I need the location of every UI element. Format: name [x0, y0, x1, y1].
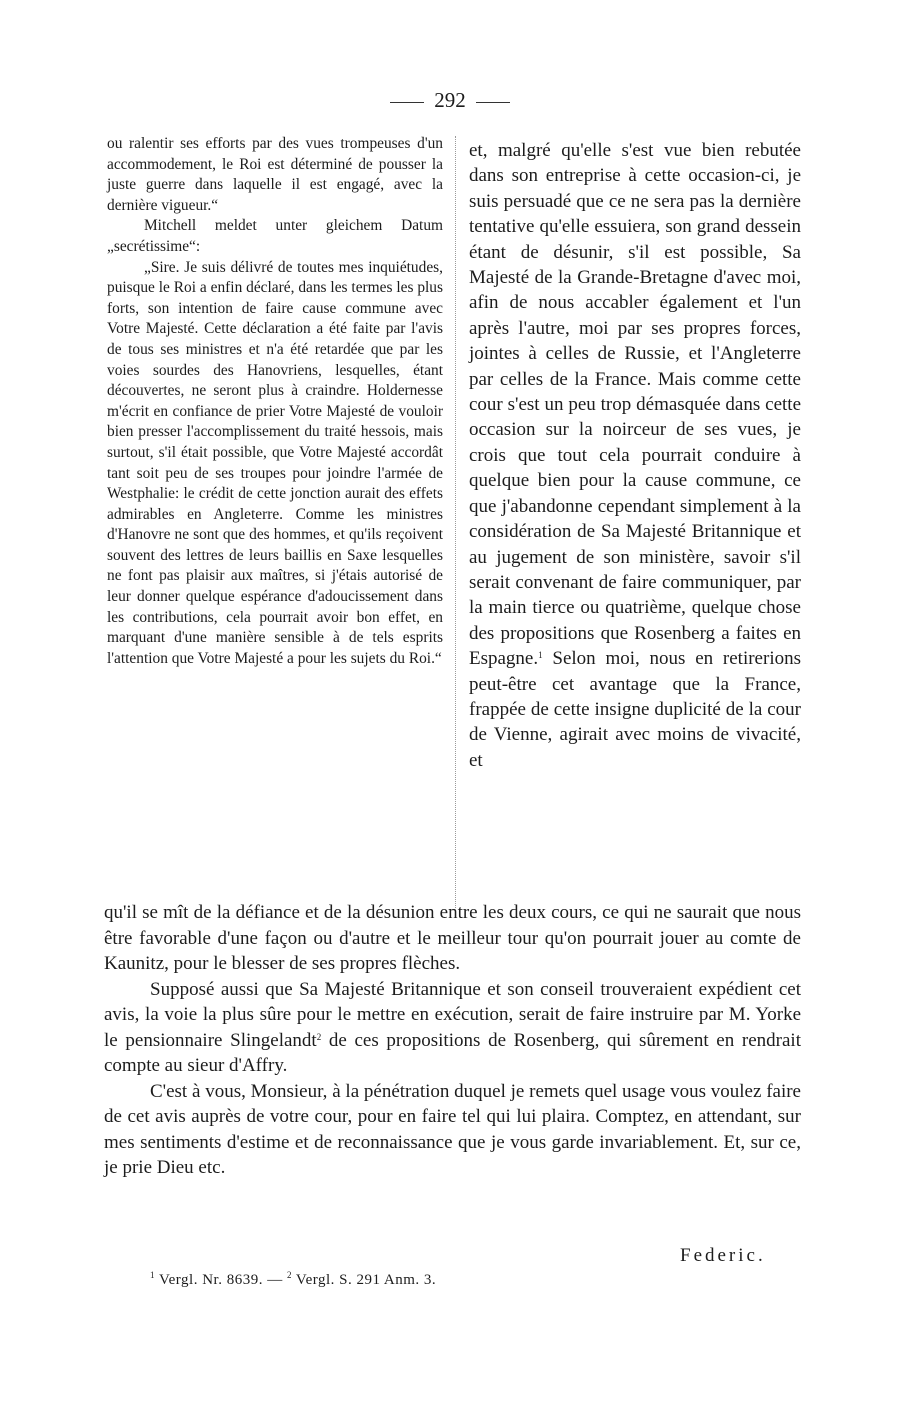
page-header [0, 88, 900, 113]
left-column [107, 134, 443, 669]
footnote-1-text: Vergl. Nr. 8639. — [155, 1272, 287, 1288]
left-paragraph-1: ou ralentir ses efforts par des vues trompeuses d'un accommodement, le Roi est déterminé de pousser la juste guerre dans laquelle il est engagé, avec la dernière vigueur.“ [107, 135, 443, 214]
header-dash-right [476, 102, 510, 103]
signature: Federic. [680, 1245, 766, 1266]
column-divider [455, 136, 456, 908]
right-column [469, 138, 801, 773]
footnote-1-mark: 1 [150, 1270, 155, 1280]
footnotes [150, 1272, 436, 1289]
footnote-ref-2: 2 [316, 1031, 322, 1042]
footnote-2-text: Vergl. S. 291 Anm. 3. [291, 1272, 437, 1288]
left-paragraph-2: Mitchell meldet unter gleichem Datum „secrétissime“: [107, 217, 443, 255]
footnote-ref-1: 1 [538, 650, 543, 661]
full-paragraph-2 [104, 977, 801, 1079]
full-p2-after-note: de ces propositions de Rosenberg, qui sûrement en rendrait compte au sieur d'Affry. [104, 1029, 801, 1076]
full-paragraph-1: qu'il se mît de la défiance et de la désunion entre les deux cours, ce qui ne saurait que nous être favorable d'une façon ou d'autre et le meilleur tour qu'on pourrait jouer au comte de Kaunitz, pour le blesser de ses propres flèches. [104, 902, 801, 974]
full-width-text [104, 900, 801, 1181]
right-text-after-note: Selon moi, nous en retirerions peut-être cet avantage que la France, frappée de cette insigne duplicité de la cour de Vienne, agirait avec moins de vivacité, et [469, 648, 801, 771]
left-paragraph-3: „Sire. Je suis délivré de toutes mes inquiétudes, puisque le Roi a enfin déclaré, dans les termes les plus forts, son intention de faire cause commune avec Votre Majesté. Cette déclaration a été faite par l'avis de tous ses ministres et n'a été retardée que par les voies sourdes des Hanovriens, lesquelles, étant découvertes, ne seront plus à craindre. Holdernesse m'écrit en confiance de prier Votre Majesté de vouloir bien presser l'accomplissement du traité hessois, mais surtout, s'il était possible, que Votre Majesté accordât tant soit peu de ses troupes pour joindre l'armée de Westphalie: le crédit de cette jonction aurait des effets admirables en Angleterre. Comme les ministres d'Hanovre ne sont que des hommes, et qu'ils reçoivent souvent des lettres de leurs baillis en Saxe lesquelles ne font pas plaisir aux maîtres, si j'étais autorisé de leur donner quelque espérance d'adoucissement dans les contributions, cela pourrait avoir bon effet, en marquant d'une manière sensible à de tels esprits l'attention que Votre Majesté a pour les sujets du Roi.“ [107, 258, 443, 667]
right-paragraph [469, 138, 801, 773]
header-dash-left [390, 102, 424, 103]
page-number: 292 [434, 88, 466, 112]
full-paragraph-3: C'est à vous, Monsieur, à la pénétration duquel je remets quel usage vous voulez faire de cet avis auprès de votre cour, pour en faire tel qui lui plaira. Comptez, en attendant, sur mes sentiments d'estime et de reconnaissance que je vous garde invariablement. Et, sur ce, je prie Dieu etc. [104, 1080, 801, 1178]
footnote-2-mark: 2 [286, 1270, 292, 1280]
right-text-before-note: et, malgré qu'elle s'est vue bien rebutée dans son entreprise à cette occasion-ci, je suis persuadé que ce ne sera pas la dernière tentative qu'elle essuiera, son grand dessein étant de désunir, s'il est possible, Sa Majesté de la Grande-Bretagne d'avec moi, afin de nous accabler également et l'un après l'autre, moi par ses propres forces, jointes à celles de Russie, et l'Angleterre par celles de la France. Mais comme cette cour s'est un peu trop démasquée dans cette occasion sur la noirceur de ses vues, je crois que tout cela pourrait conduire à quelque bien pour la cause commune, ce que j'abandonne cependant simplement à la considération de Sa Majesté Britannique et au jugement de son ministère, savoir s'il serait convenant de faire communiquer, par la main tierce ou quatrième, quelque chose des propositions que Rosenberg a faites en Espagne. [469, 140, 801, 670]
full-p2-before-note: Supposé aussi que Sa Majesté Britannique et son conseil trouveraient expédient cet avis, la voie la plus sûre pour le mettre en exécution, serait de faire instruire par M. Yorke le pensionnaire Slingelandt [104, 978, 801, 1051]
